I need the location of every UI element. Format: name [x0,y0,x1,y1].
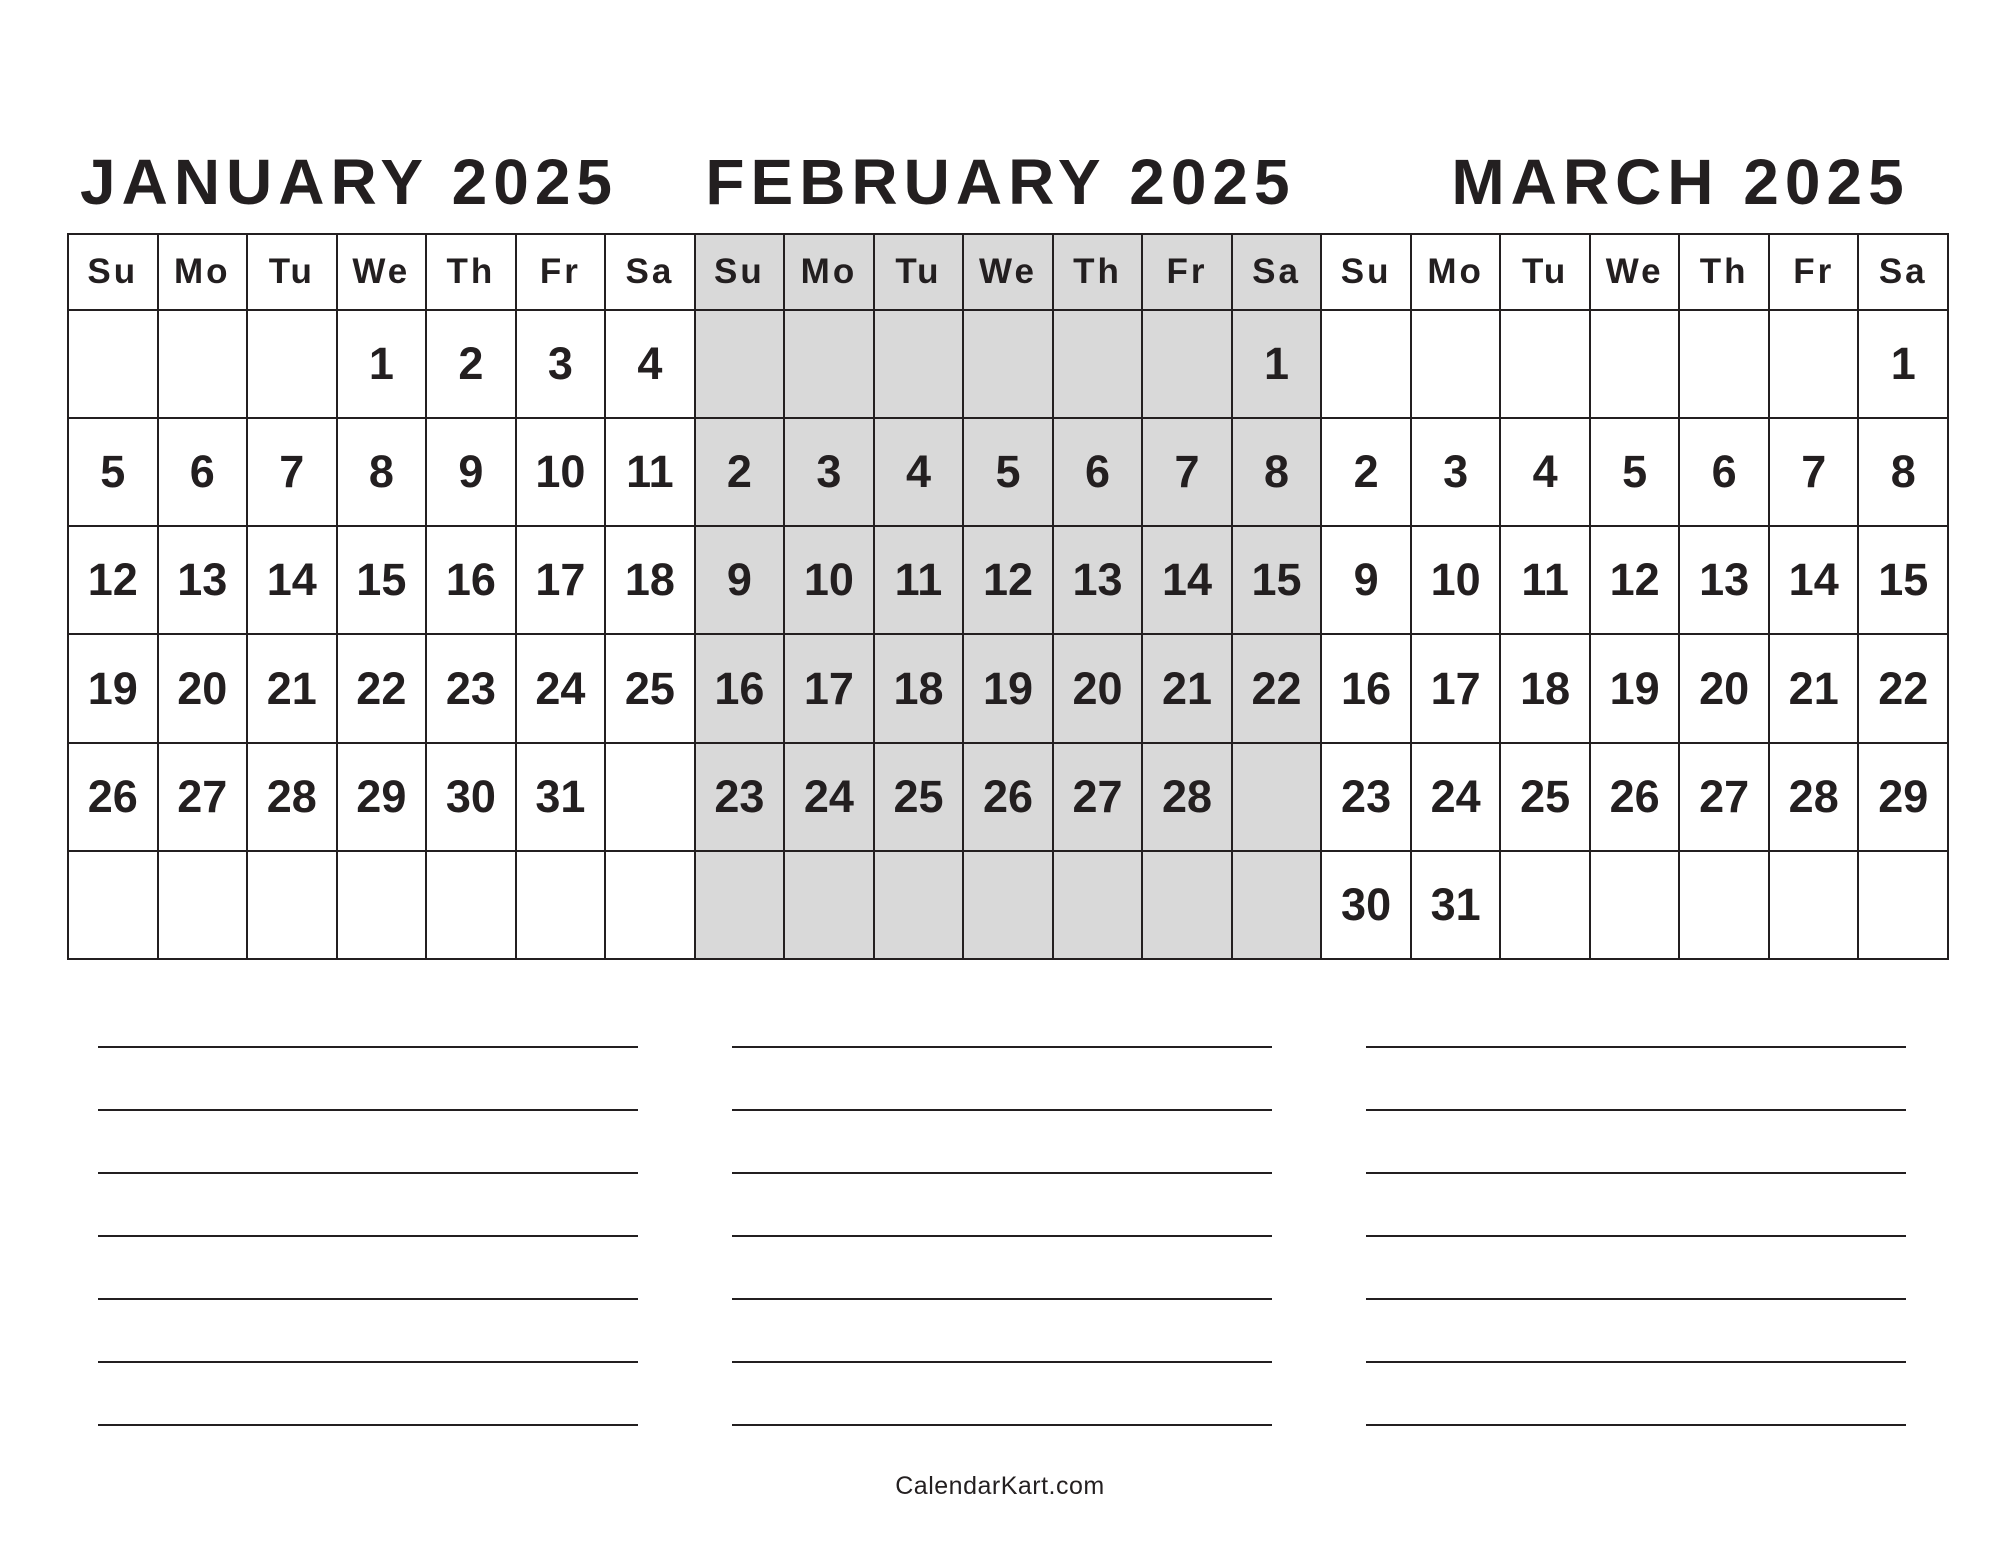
day-cell-february: 25 [875,744,965,852]
day-cell-march: 12 [1591,527,1681,635]
day-cell-february: 5 [964,419,1054,527]
calendar-grid [67,233,1949,960]
day-cell-march: 31 [1412,852,1502,960]
day-cell-january: 30 [427,744,517,852]
note-line [732,1361,1272,1363]
day-cell-january: 15 [338,527,428,635]
day-cell-march [1591,852,1681,960]
day-cell-march: 26 [1591,744,1681,852]
day-cell-january: 4 [606,311,696,419]
note-line [732,1172,1272,1174]
day-cell-january [69,852,159,960]
day-cell-march [1501,852,1591,960]
day-cell-january: 28 [248,744,338,852]
day-cell-february: 7 [1143,419,1233,527]
day-cell-march: 1 [1859,311,1949,419]
day-cell-march: 7 [1770,419,1860,527]
day-cell-march: 24 [1412,744,1502,852]
note-line [1366,1361,1906,1363]
day-cell-january: 14 [248,527,338,635]
month-title-january: JANUARY 2025 [80,146,618,218]
day-cell-february: 21 [1143,635,1233,743]
note-line [1366,1109,1906,1111]
day-cell-february [1054,852,1144,960]
day-cell-february [875,852,965,960]
note-line [98,1235,638,1237]
day-cell-march: 23 [1322,744,1412,852]
weekday-header-january-th: Th [427,235,517,311]
day-cell-february: 13 [1054,527,1144,635]
weekday-header-march-mo: Mo [1412,235,1502,311]
day-cell-march: 13 [1680,527,1770,635]
day-cell-january [159,311,249,419]
day-cell-february: 20 [1054,635,1144,743]
day-cell-february [1143,311,1233,419]
day-cell-february: 14 [1143,527,1233,635]
weekday-header-march-sa: Sa [1859,235,1949,311]
day-cell-march: 27 [1680,744,1770,852]
day-cell-march: 19 [1591,635,1681,743]
day-cell-march [1859,852,1949,960]
day-cell-january: 31 [517,744,607,852]
day-cell-march: 9 [1322,527,1412,635]
weekday-header-march-su: Su [1322,235,1412,311]
day-cell-march: 14 [1770,527,1860,635]
month-title-february: FEBRUARY 2025 [705,146,1296,218]
day-cell-january: 21 [248,635,338,743]
day-cell-january: 1 [338,311,428,419]
day-cell-january [159,852,249,960]
day-cell-february [1233,852,1323,960]
day-cell-march [1591,311,1681,419]
day-cell-january: 11 [606,419,696,527]
day-cell-february: 15 [1233,527,1323,635]
day-cell-february [1233,744,1323,852]
day-cell-january: 23 [427,635,517,743]
weekday-header-february-th: Th [1054,235,1144,311]
note-line [732,1046,1272,1048]
day-cell-january: 24 [517,635,607,743]
day-cell-january [517,852,607,960]
weekday-header-february-fr: Fr [1143,235,1233,311]
note-line [1366,1172,1906,1174]
day-cell-january: 8 [338,419,428,527]
day-cell-january: 16 [427,527,517,635]
note-line [98,1172,638,1174]
day-cell-february: 6 [1054,419,1144,527]
day-cell-march: 6 [1680,419,1770,527]
note-line [732,1298,1272,1300]
weekday-header-january-fr: Fr [517,235,607,311]
day-cell-march [1680,311,1770,419]
note-line [98,1046,638,1048]
notes-area-february [732,1046,1272,1487]
day-cell-january [427,852,517,960]
note-line [98,1298,638,1300]
day-cell-february: 22 [1233,635,1323,743]
weekday-header-march-th: Th [1680,235,1770,311]
day-cell-march [1501,311,1591,419]
day-cell-march: 10 [1412,527,1502,635]
day-cell-february [875,311,965,419]
day-cell-january [338,852,428,960]
weekday-header-february-we: We [964,235,1054,311]
weekday-header-january-we: We [338,235,428,311]
day-cell-march: 16 [1322,635,1412,743]
day-cell-march: 11 [1501,527,1591,635]
day-cell-january: 18 [606,527,696,635]
day-cell-january: 17 [517,527,607,635]
day-cell-january: 26 [69,744,159,852]
day-cell-january: 27 [159,744,249,852]
day-cell-february: 10 [785,527,875,635]
day-cell-march: 28 [1770,744,1860,852]
day-cell-february: 3 [785,419,875,527]
day-cell-january [606,744,696,852]
day-cell-march: 3 [1412,419,1502,527]
weekday-header-march-tu: Tu [1501,235,1591,311]
day-cell-january [69,311,159,419]
day-cell-january [606,852,696,960]
day-cell-february: 17 [785,635,875,743]
note-line [732,1235,1272,1237]
note-line [1366,1046,1906,1048]
weekday-header-march-fr: Fr [1770,235,1860,311]
day-cell-february [696,852,786,960]
day-cell-january: 3 [517,311,607,419]
day-cell-january: 10 [517,419,607,527]
day-cell-january [248,852,338,960]
day-cell-january: 12 [69,527,159,635]
weekday-header-january-mo: Mo [159,235,249,311]
day-cell-january: 25 [606,635,696,743]
day-cell-february: 24 [785,744,875,852]
weekday-header-january-tu: Tu [248,235,338,311]
weekday-header-february-tu: Tu [875,235,965,311]
day-cell-february [785,311,875,419]
note-line [98,1424,638,1426]
weekday-header-february-sa: Sa [1233,235,1323,311]
day-cell-january [248,311,338,419]
day-cell-march: 25 [1501,744,1591,852]
day-cell-march: 18 [1501,635,1591,743]
day-cell-january: 19 [69,635,159,743]
day-cell-march [1680,852,1770,960]
day-cell-february: 9 [696,527,786,635]
day-cell-february: 28 [1143,744,1233,852]
day-cell-march: 4 [1501,419,1591,527]
day-cell-february: 23 [696,744,786,852]
day-cell-january: 29 [338,744,428,852]
day-cell-february: 18 [875,635,965,743]
day-cell-february: 19 [964,635,1054,743]
day-cell-february: 2 [696,419,786,527]
day-cell-january: 13 [159,527,249,635]
note-line [98,1109,638,1111]
day-cell-february: 8 [1233,419,1323,527]
weekday-header-january-sa: Sa [606,235,696,311]
day-cell-january: 22 [338,635,428,743]
day-cell-february [964,311,1054,419]
weekday-header-january-su: Su [69,235,159,311]
day-cell-february [696,311,786,419]
month-title-march: MARCH 2025 [1451,146,1910,218]
day-cell-february: 4 [875,419,965,527]
notes-area-january [98,1046,638,1487]
day-cell-march: 2 [1322,419,1412,527]
weekday-header-february-mo: Mo [785,235,875,311]
note-line [732,1424,1272,1426]
day-cell-march [1412,311,1502,419]
day-cell-march: 29 [1859,744,1949,852]
weekday-header-march-we: We [1591,235,1681,311]
day-cell-march: 21 [1770,635,1860,743]
day-cell-january: 5 [69,419,159,527]
note-line [1366,1298,1906,1300]
day-cell-march: 17 [1412,635,1502,743]
day-cell-february [1143,852,1233,960]
day-cell-january: 6 [159,419,249,527]
day-cell-february [964,852,1054,960]
footer-site-name: CalendarKart.com [895,1472,1105,1500]
day-cell-february: 12 [964,527,1054,635]
day-cell-march: 30 [1322,852,1412,960]
note-line [1366,1424,1906,1426]
note-line [98,1361,638,1363]
day-cell-february [1054,311,1144,419]
note-line [732,1109,1272,1111]
notes-area-march [1366,1046,1906,1487]
day-cell-january: 7 [248,419,338,527]
day-cell-march: 8 [1859,419,1949,527]
day-cell-march [1770,311,1860,419]
day-cell-march [1770,852,1860,960]
day-cell-march: 15 [1859,527,1949,635]
day-cell-february: 26 [964,744,1054,852]
note-line [1366,1235,1906,1237]
weekday-header-february-su: Su [696,235,786,311]
day-cell-march [1322,311,1412,419]
day-cell-february: 27 [1054,744,1144,852]
day-cell-march: 20 [1680,635,1770,743]
day-cell-february: 1 [1233,311,1323,419]
day-cell-january: 9 [427,419,517,527]
day-cell-march: 22 [1859,635,1949,743]
day-cell-january: 2 [427,311,517,419]
day-cell-february: 16 [696,635,786,743]
day-cell-february: 11 [875,527,965,635]
day-cell-february [785,852,875,960]
day-cell-january: 20 [159,635,249,743]
day-cell-march: 5 [1591,419,1681,527]
